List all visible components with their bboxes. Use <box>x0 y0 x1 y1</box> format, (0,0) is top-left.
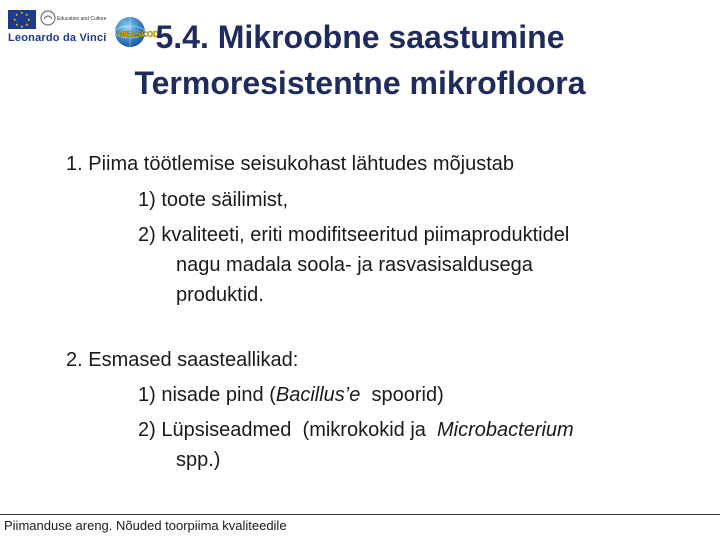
item-2-sub-1-post: spoorid) <box>360 384 444 406</box>
footer-divider <box>0 514 720 515</box>
item-1-sub-2-line-1: 2) kvaliteeti, eriti modifitseeritud piimaproduktidel <box>138 224 570 246</box>
item-2-sub-2-line-2: spp.) <box>176 449 221 471</box>
welscod-logo-text: WELSCOD <box>118 30 159 39</box>
item-1-sub-2-line-3: produktid. <box>176 284 264 306</box>
item-2-sub-1-italic: Bacillus’e <box>275 384 361 406</box>
item-1-text: 1. Piima töötlemise seisukohast lähtudes mõjustab <box>66 153 515 175</box>
eu-flag-icon: ★ ★ ★ ★ ★ ★ ★ ★ <box>8 10 36 29</box>
leonardo-da-vinci-logo: Leonardo da Vinci <box>8 32 107 44</box>
slide-title-line-1: 5.4. Mikroobne saastumine <box>155 19 565 55</box>
item-2-sub-2-pre: 2) Lüpsiseadmed (mikrokokid ja <box>138 419 438 441</box>
footer-text: Piimanduse areng. Nõuded toorpiima kvaliteedile <box>4 518 287 533</box>
item-2-sub-2 <box>138 418 574 442</box>
education-culture-text: Education and Culture <box>57 16 107 22</box>
item-2-sub-1 <box>138 383 444 407</box>
item-2-sub-1-pre: 1) nisade pind ( <box>138 384 276 406</box>
slide-title-line-2: Termoresistentne mikrofloora <box>134 65 586 101</box>
item-1-sub-1: 1) toote säilimist, <box>138 189 289 211</box>
item-2-text: 2. Esmased saasteallikad: <box>66 349 299 371</box>
item-2-sub-2-italic: Microbacterium <box>437 419 574 441</box>
item-1-sub-2-line-2: nagu madala soola- ja rasvasisaldusega <box>176 254 533 276</box>
